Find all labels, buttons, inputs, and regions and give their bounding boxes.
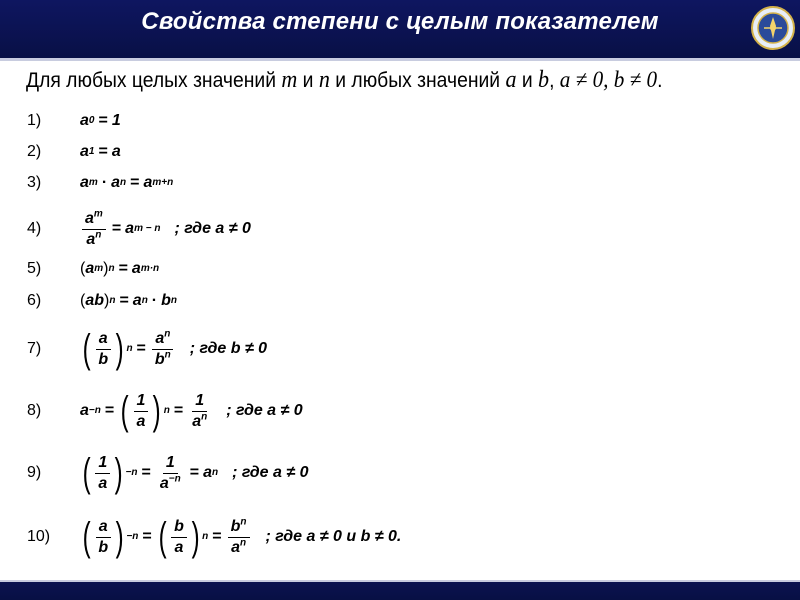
property-number: 8) <box>27 402 42 419</box>
property-formula: ( ab ) n = a n · b n <box>80 292 178 309</box>
intro-sentence <box>26 67 662 94</box>
intro-var-a: a <box>505 67 517 93</box>
property-7 <box>22 321 762 377</box>
property-formula: $\frac{a^m}{a^n}$ = a m − n ; где a ≠ 0 <box>80 210 251 248</box>
property-1 <box>22 109 762 133</box>
title-bar <box>0 0 800 60</box>
property-9 <box>22 445 762 501</box>
property-condition: ; где a ≠ 0 <box>174 220 251 237</box>
property-formula: a 1 = a <box>80 143 121 160</box>
property-number: 9) <box>27 464 42 481</box>
property-number: 2) <box>27 143 42 160</box>
header-divider <box>0 58 800 61</box>
slide-title: Свойства степени с целым показателем <box>141 8 659 35</box>
property-formula: ( $\frac{a}{b}$ ) −n = ( $\frac{b}{a}$ ) n = $\frac{b^n}{a^n}$ ; где a ≠ 0 и b ≠ 0. <box>82 515 402 559</box>
property-2 <box>22 140 762 164</box>
intro-var-b: b <box>538 67 550 93</box>
property-formula: ( a m ) n = a m·n <box>80 260 160 277</box>
intro-text-1: Для любых целых значений <box>26 69 282 92</box>
intro-text-2: и любых значений <box>329 69 506 92</box>
property-5 <box>22 257 762 281</box>
property-number: 6) <box>27 292 42 309</box>
property-number: 4) <box>27 220 42 237</box>
property-10 <box>22 509 762 565</box>
slide-content <box>22 63 778 575</box>
intro-and-2: и <box>516 69 539 92</box>
property-6 <box>22 289 762 313</box>
property-formula: a 0 = 1 <box>80 112 121 129</box>
property-formula: a −n = ( $\frac{1}{a}$ ) n = $\frac{1}{a^n}$ ; где a ≠ 0 <box>80 389 303 433</box>
property-condition: ; где a ≠ 0 и b ≠ 0. <box>265 528 402 545</box>
intro-and-1: и <box>297 69 319 92</box>
property-formula: a m · a n = a m+n <box>80 174 174 191</box>
property-number: 1) <box>27 112 42 129</box>
property-condition: ; где b ≠ 0 <box>189 340 268 357</box>
property-formula: ( $\frac{a}{b}$ ) n = $\frac{a^n}{b^n}$ ; где b ≠ 0 <box>82 327 268 371</box>
property-3 <box>22 171 762 195</box>
property-number: 7) <box>27 340 42 357</box>
property-condition: ; где a ≠ 0 <box>226 402 303 419</box>
property-formula: ( $\frac{1}{a}$ ) −n = $\frac{1}{a^{-n}}$ = a n ; где a ≠ 0 <box>82 451 309 495</box>
property-4 <box>22 203 762 255</box>
property-8 <box>22 383 762 439</box>
university-emblem-icon <box>751 6 795 50</box>
intro-comma: , <box>549 69 560 92</box>
intro-condition: a ≠ 0, b ≠ 0 <box>559 67 658 92</box>
property-number: 5) <box>27 260 42 277</box>
property-number: 10) <box>27 528 51 545</box>
property-condition: ; где a ≠ 0 <box>232 464 309 481</box>
property-number: 3) <box>27 174 42 191</box>
intro-var-m: m <box>281 67 298 93</box>
footer-bar <box>0 582 800 600</box>
intro-var-n: n <box>318 67 330 93</box>
intro-dot: . <box>657 69 663 92</box>
